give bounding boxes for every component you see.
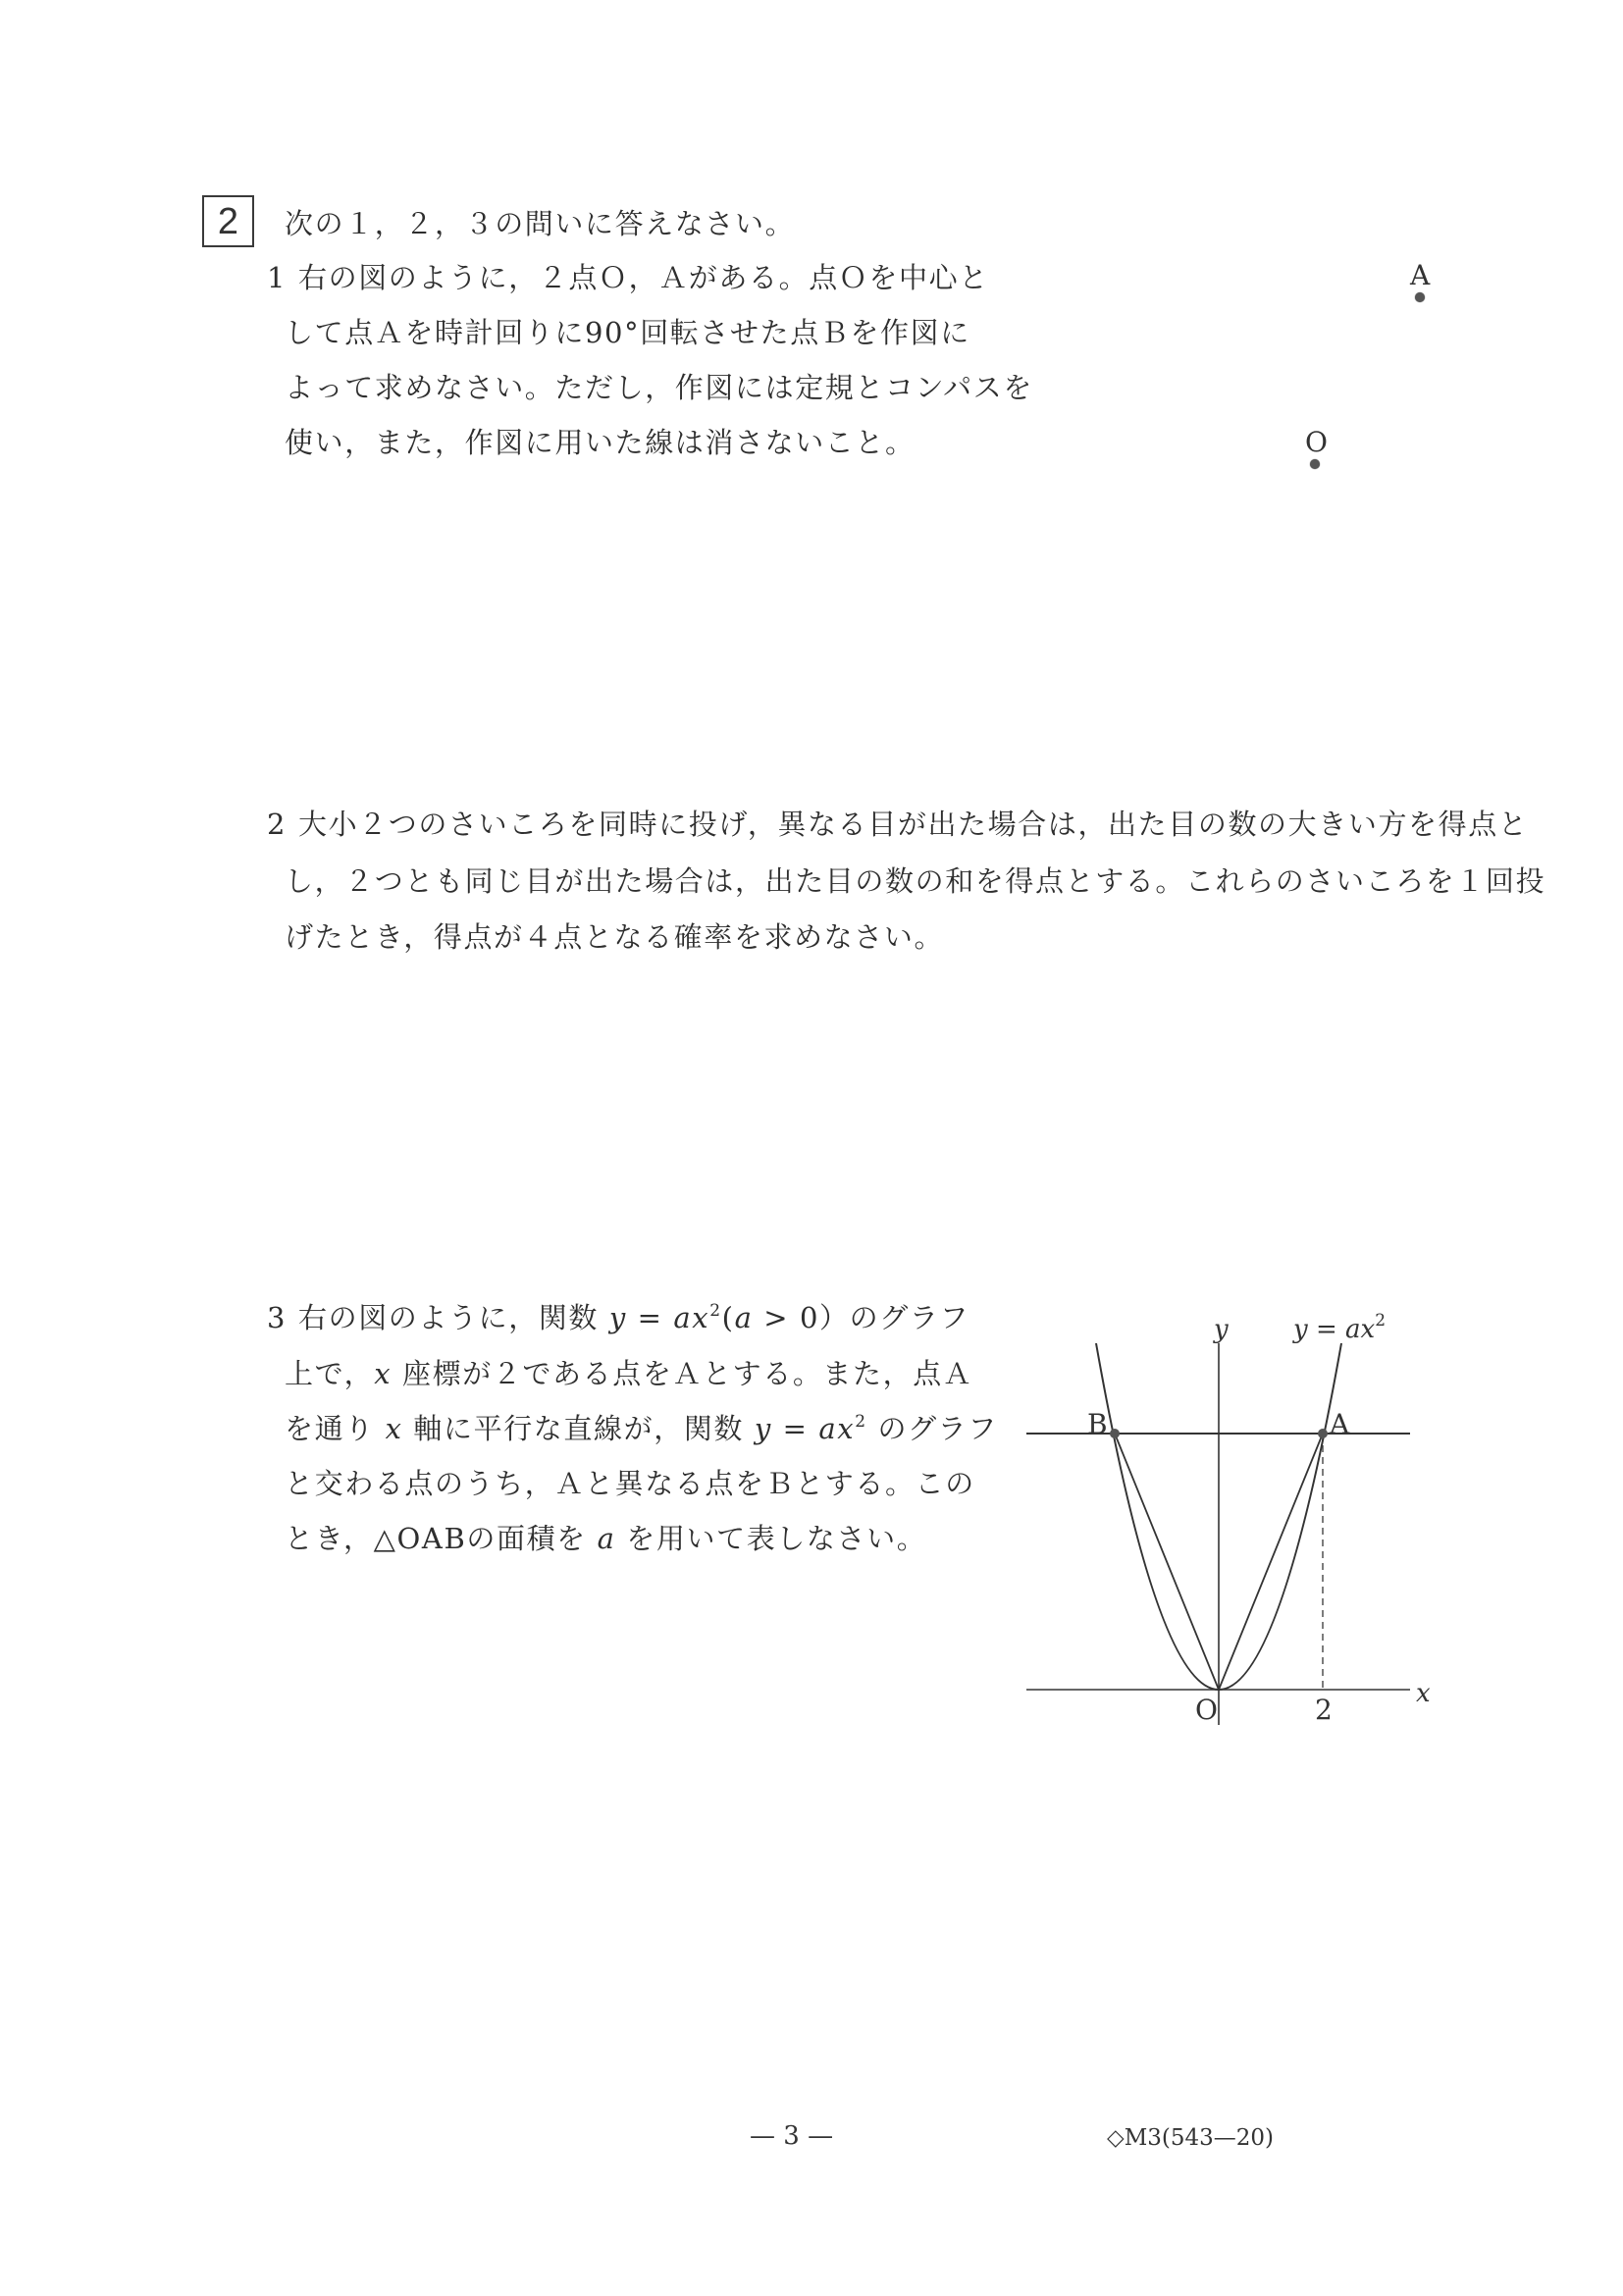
question-1-line-4: 使い，また，作図に用いた線は消さないこと。 [285, 426, 916, 459]
segment-oa [1219, 1434, 1323, 1690]
q3-l3-y: y [754, 1412, 772, 1445]
q3-l3-x: x [385, 1412, 403, 1445]
q3-l3-sup: 2 [855, 1412, 867, 1432]
q3-l1-y: y [608, 1301, 627, 1334]
graph-point-a-label: A [1330, 1408, 1350, 1440]
q3-l1-pre: 右の図のように，関数 [298, 1301, 609, 1334]
curve-label-ax: ax [1345, 1315, 1376, 1344]
q3-l3-pre: を通り [285, 1412, 386, 1445]
q3-l1-post: のグラフ [849, 1301, 970, 1334]
q3-l2-pre: 上で， [285, 1357, 375, 1390]
graph-curve-label [1293, 1311, 1387, 1344]
curve-label-eq: = [1307, 1315, 1346, 1344]
segment-ob [1115, 1434, 1219, 1690]
point-b-dot-graph [1110, 1429, 1120, 1438]
curve-label-sup: 2 [1375, 1311, 1387, 1331]
question-2-line-3: げたとき，得点が４点となる確率を求めなさい。 [285, 920, 945, 954]
point-a-dot-graph [1318, 1429, 1328, 1438]
question-2-line-1: 大小２つのさいころを同時に投げ，異なる目が出た場合は，出た目の数の大きい方を得点と [298, 808, 1529, 841]
q3-l2-post: 座標が２である点をＡとする。また，点Ａ [392, 1357, 973, 1390]
question-2-number: 2 [267, 808, 286, 841]
graph-x-axis-label: x [1416, 1679, 1431, 1708]
q3-l3-mid: 軸に平行な直線が，関数 [402, 1412, 755, 1445]
q3-l1-paren-rest: > 0） [753, 1301, 850, 1334]
section-instruction: 次の１，２，３の問いに答えなさい。 [285, 207, 796, 240]
point-a-label: A [1410, 259, 1431, 291]
curve-label-y: y [1293, 1315, 1308, 1344]
q3-l1-paren-a: a [734, 1301, 754, 1334]
q3-l5-post: を用いて表しなさい。 [615, 1522, 927, 1555]
q3-l3-eq: = [771, 1412, 819, 1445]
section-number-box: 2 [202, 195, 254, 247]
q3-l1-ax: ax [673, 1301, 710, 1334]
question-2-line-2: し，２つとも同じ目が出た場合は，出た目の数の和を得点とする。これらのさいころを１回投 [285, 864, 1546, 898]
exam-code: ◇M3(543—20) [1107, 2125, 1274, 2151]
question-1-line-2: して点Ａを時計回りに90°回転させた点Ｂを作図に [285, 316, 970, 349]
question-3-number: 3 [267, 1301, 286, 1334]
question-3-line-4: と交わる点のうち，Ａと異なる点をＢとする。この [285, 1467, 975, 1500]
question-1-number: 1 [267, 261, 286, 294]
q3-l1-eq: = [626, 1301, 674, 1334]
q3-l3-post: のグラフ [866, 1412, 998, 1445]
point-o-label: O [1305, 426, 1328, 458]
q3-l1-sup: 2 [709, 1301, 722, 1321]
q3-l3-ax: ax [818, 1412, 856, 1445]
question-1-line-1: 右の図のように，２点Ｏ，Ａがある。点Ｏを中心と [298, 261, 989, 294]
graph-y-axis-label: y [1214, 1315, 1229, 1344]
graph-origin-label: O [1195, 1694, 1218, 1726]
graph-point-b-label: B [1087, 1408, 1108, 1440]
q3-l5-pre: とき，△OABの面積を [285, 1522, 598, 1555]
graph-tick-label-2: 2 [1315, 1694, 1333, 1726]
question-1-line-3: よって求めなさい。ただし，作図には定規とコンパスを [285, 371, 1033, 404]
page-number: — 3 — [750, 2121, 834, 2151]
q3-l5-a: a [597, 1522, 616, 1555]
q3-l2-x: x [374, 1357, 393, 1390]
q3-l1-paren-open: ( [721, 1301, 735, 1334]
